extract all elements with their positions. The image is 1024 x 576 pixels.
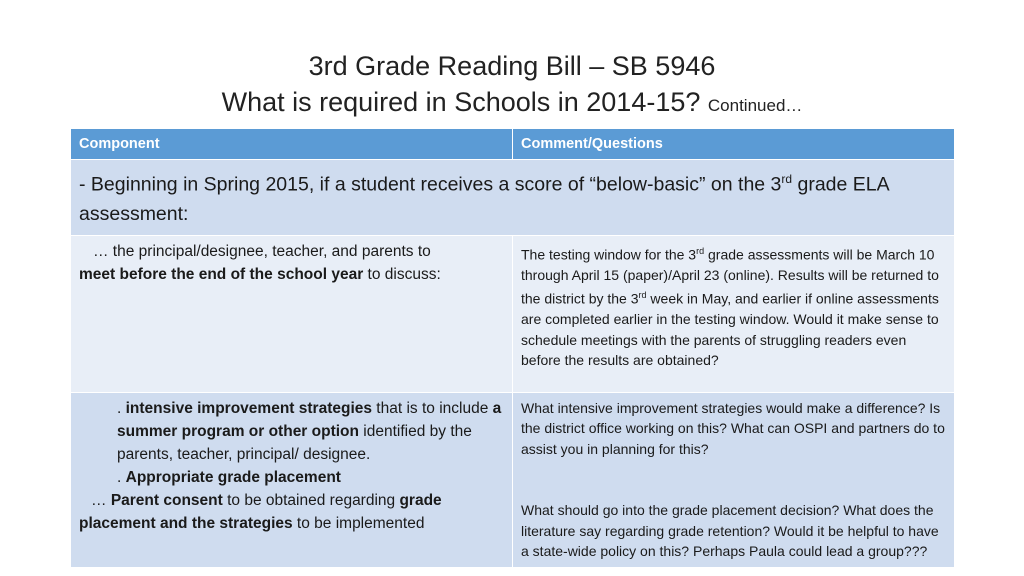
question-strategies: What intensive improvement strategies would make a difference? Is the district office working on this? What can OSPI and partners do to assist you in planning for this? bbox=[521, 399, 945, 457]
header-component: Component bbox=[71, 129, 513, 160]
testing-window-cell: The testing window for the 3rd grade assessments will be March 10 through April 15 (paper)/April 23 (online). Results will be returned to the district by the 3rd week in May, and earlier if online assessments are completed earlier in the testing window. Would it make sense to schedule meetings with the parents of struggling readers even before the results are obtained? bbox=[513, 235, 955, 392]
list-item: . Appropriate grade placement bbox=[117, 468, 341, 486]
list-item: … Parent consent to be obtained regarding grade placement and the strategies to be implemented bbox=[79, 491, 442, 532]
title-continued: Continued… bbox=[707, 96, 803, 115]
table-row bbox=[71, 235, 955, 392]
strategies-cell bbox=[71, 392, 513, 567]
question-placement: What should go into the grade placement decision? What does the literature say regarding grade retention? Would it be helpful to have a state-wide policy on this? Perhaps Paula could lead a group??? bbox=[521, 502, 939, 559]
slide-title bbox=[0, 48, 1024, 124]
table-header-row bbox=[71, 129, 955, 160]
title-line-1: 3rd Grade Reading Bill – SB 5946 bbox=[308, 51, 716, 81]
questions-cell bbox=[513, 392, 955, 567]
list-item: . intensive improvement strategies that is to include a summer program or other option identified by the parents, teacher, principal/ designee. bbox=[117, 399, 502, 463]
table-row bbox=[71, 392, 955, 567]
intro-cell: - Beginning in Spring 2015, if a student receives a score of “below-basic” on the 3rd grade ELA assessment: bbox=[71, 160, 955, 236]
title-question: What is required in Schools in 2014-15? bbox=[221, 87, 701, 117]
requirements-table bbox=[70, 128, 955, 568]
table-row bbox=[71, 160, 955, 236]
title-line-2 bbox=[0, 84, 1024, 124]
header-comment-questions: Comment/Questions bbox=[513, 129, 955, 160]
meeting-cell: … the principal/designee, teacher, and parents to meet before the end of the school year to discuss: bbox=[71, 235, 513, 392]
